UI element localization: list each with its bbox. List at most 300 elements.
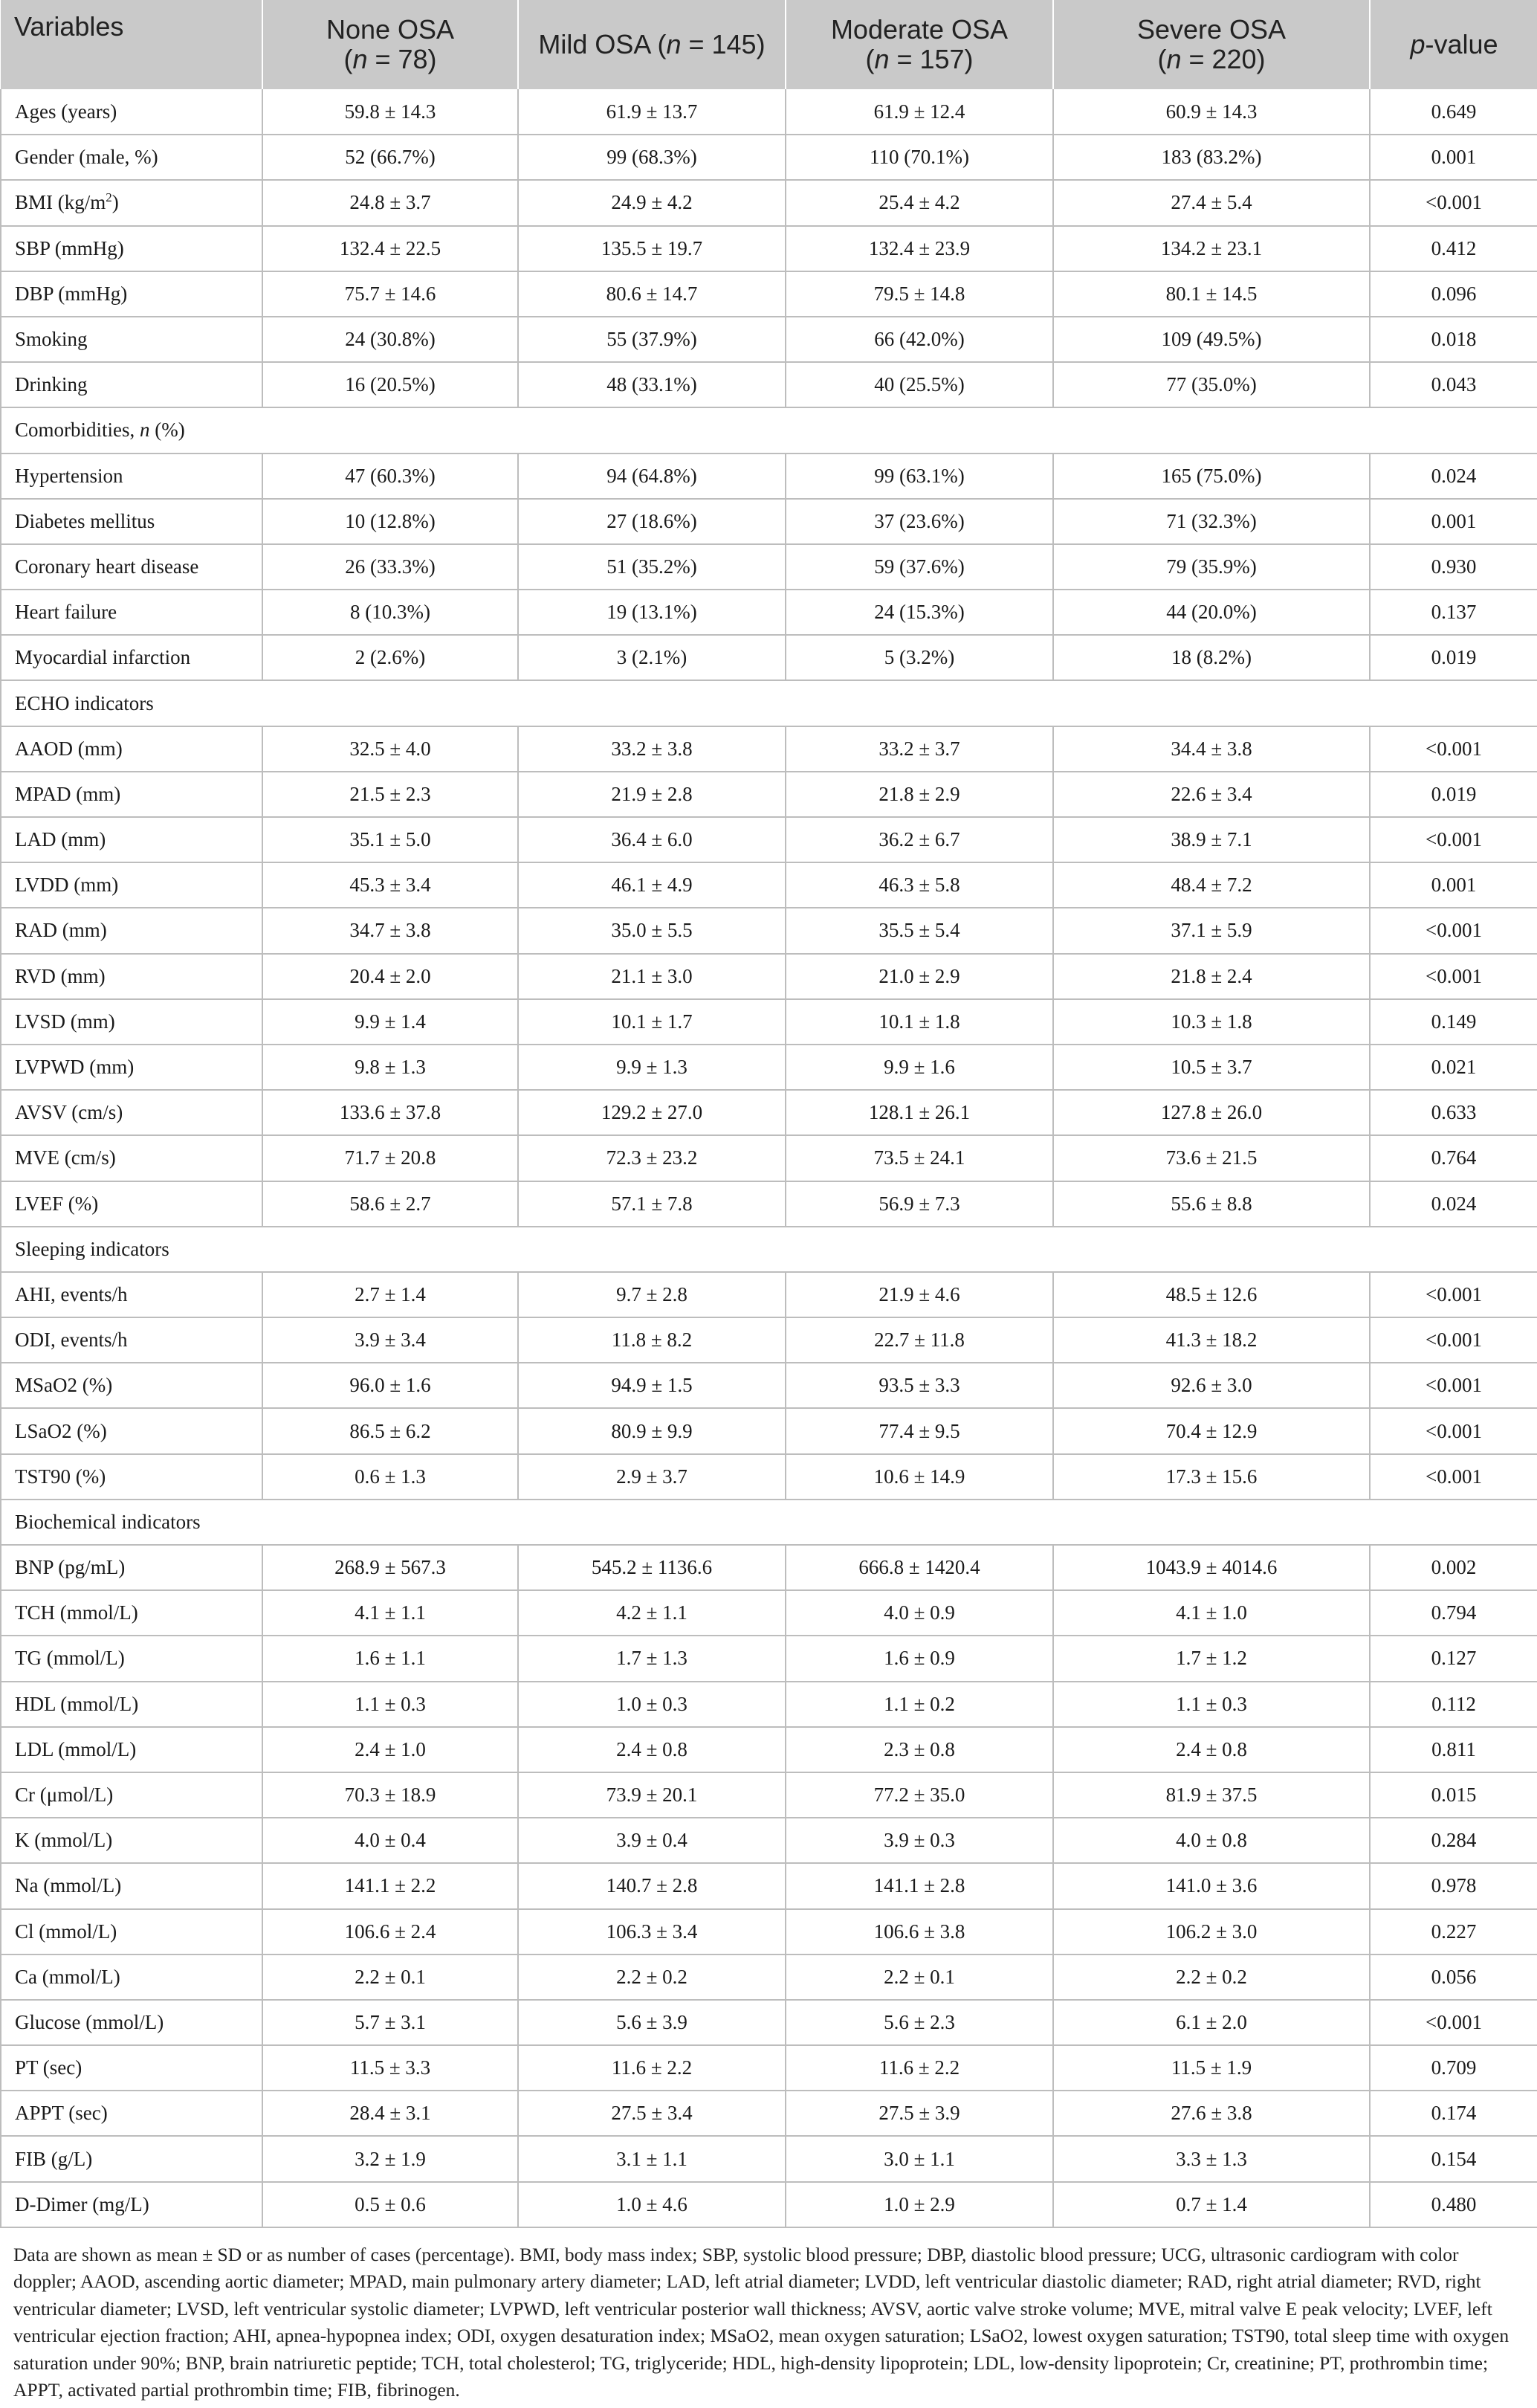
variable-label: Drinking <box>1 362 262 407</box>
variable-label: RVD (mm) <box>1 954 262 999</box>
variable-label: AAOD (mm) <box>1 726 262 772</box>
table-row <box>1 817 1537 862</box>
none-osa-cell: 106.6 ± 2.4 <box>262 1909 518 1955</box>
moderate-osa-cell: 3.9 ± 0.3 <box>786 1818 1053 1863</box>
table-row <box>1 499 1537 544</box>
mild-osa-cell: 21.1 ± 3.0 <box>518 954 786 999</box>
none-osa-cell: 2.4 ± 1.0 <box>262 1727 518 1772</box>
variable-label: Coronary heart disease <box>1 544 262 590</box>
table-footnote: Data are shown as mean ± SD or as number of cases (percentage). BMI, body mass index; SBP, systolic blood pressure; DBP, diastolic blood pressure; UCG, ultrasonic cardiogram with color doppler; AAOD, ascending aortic diameter; MPAD, main pulmonary artery diameter; LAD, left atrial diameter; LVDD, left ventricular diastolic diameter; RAD, right atrial diameter; RVD, right ventricular diameter; LVSD, left ventricular systolic diameter; LVPWD, left ventricular posterior wall thickness; AVSV, aortic valve stroke volume; MVE, mitral valve E peak velocity; LVEF, left ventricular ejection fraction; AHI, apnea-hypopnea index; ODI, oxygen desaturation index; MSaO2, mean oxygen saturation; LSaO2, lowest oxygen saturation; TST90, total sleep time with oxygen saturation under 90%; BNP, brain natriuretic peptide; TCH, total cholesterol; TG, triglyceride; HDL, high-density lipoprotein; LDL, low-density lipoprotein; Cr, creatinine; PT, prothrombin time; APPT, activated partial prothrombin time; FIB, fibrinogen. <box>13 2243 1510 2401</box>
variable-label: Ages (years) <box>1 89 262 135</box>
variable-label: MVE (cm/s) <box>1 1135 262 1181</box>
table-row <box>1 1181 1537 1227</box>
p-value-cell: 0.412 <box>1370 226 1537 271</box>
p-value-cell: <0.001 <box>1370 817 1537 862</box>
moderate-osa-cell: 46.3 ± 5.8 <box>786 862 1053 908</box>
none-osa-cell: 3.2 ± 1.9 <box>262 2136 518 2181</box>
p-value-cell: 0.284 <box>1370 1818 1537 1863</box>
moderate-osa-cell: 56.9 ± 7.3 <box>786 1181 1053 1227</box>
p-value-cell: 0.764 <box>1370 1135 1537 1181</box>
table-row <box>1 2182 1537 2227</box>
section-label: Comorbidities, n (%) <box>1 407 1537 453</box>
p-value-cell: 0.649 <box>1370 89 1537 135</box>
p-value-cell: <0.001 <box>1370 180 1537 225</box>
variable-label: K (mmol/L) <box>1 1818 262 1863</box>
none-osa-cell: 34.7 ± 3.8 <box>262 908 518 953</box>
table-row <box>1 1317 1537 1363</box>
none-osa-cell: 32.5 ± 4.0 <box>262 726 518 772</box>
mild-osa-cell: 2.9 ± 3.7 <box>518 1454 786 1500</box>
p-value-cell: 0.018 <box>1370 317 1537 362</box>
variable-label: FIB (g/L) <box>1 2136 262 2181</box>
mild-osa-cell: 3 (2.1%) <box>518 635 786 680</box>
table-row <box>1 271 1537 317</box>
table-row <box>1 1045 1537 1090</box>
section-label: ECHO indicators <box>1 680 1537 726</box>
moderate-osa-cell: 22.7 ± 11.8 <box>786 1317 1053 1363</box>
mild-osa-cell: 129.2 ± 27.0 <box>518 1090 786 1135</box>
mild-osa-cell: 3.1 ± 1.1 <box>518 2136 786 2181</box>
severe-osa-cell: 22.6 ± 3.4 <box>1053 772 1370 817</box>
mild-osa-cell: 24.9 ± 4.2 <box>518 180 786 225</box>
moderate-osa-cell: 21.8 ± 2.9 <box>786 772 1053 817</box>
severe-osa-cell: 2.4 ± 0.8 <box>1053 1727 1370 1772</box>
p-value-cell: 0.811 <box>1370 1727 1537 1772</box>
moderate-osa-cell: 2.3 ± 0.8 <box>786 1727 1053 1772</box>
none-osa-cell: 3.9 ± 3.4 <box>262 1317 518 1363</box>
p-value-cell: 0.930 <box>1370 544 1537 590</box>
moderate-osa-cell: 77.4 ± 9.5 <box>786 1408 1053 1453</box>
mild-osa-cell: 1.0 ± 4.6 <box>518 2182 786 2227</box>
table-body <box>1 89 1537 2227</box>
p-value-cell: <0.001 <box>1370 1454 1537 1500</box>
table-row <box>1 1955 1537 2000</box>
mild-osa-cell: 46.1 ± 4.9 <box>518 862 786 908</box>
severe-osa-cell: 2.2 ± 0.2 <box>1053 1955 1370 2000</box>
moderate-osa-cell: 1.0 ± 2.9 <box>786 2182 1053 2227</box>
moderate-osa-cell: 2.2 ± 0.1 <box>786 1955 1053 2000</box>
none-osa-cell: 71.7 ± 20.8 <box>262 1135 518 1181</box>
severe-osa-cell: 48.4 ± 7.2 <box>1053 862 1370 908</box>
table-row <box>1 1727 1537 1772</box>
mild-osa-cell: 3.9 ± 0.4 <box>518 1818 786 1863</box>
header-p-value: p-value <box>1410 29 1498 59</box>
table-row <box>1 1545 1537 1590</box>
mild-osa-cell: 140.7 ± 2.8 <box>518 1863 786 1908</box>
p-value-cell: 0.019 <box>1370 772 1537 817</box>
table-row <box>1 2136 1537 2181</box>
severe-osa-cell: 6.1 ± 2.0 <box>1053 2000 1370 2045</box>
p-value-cell: 0.794 <box>1370 1590 1537 1636</box>
p-value-cell: <0.001 <box>1370 908 1537 953</box>
table-row <box>1 635 1537 680</box>
table-row <box>1 862 1537 908</box>
table-row <box>1 2000 1537 2045</box>
moderate-osa-cell: 27.5 ± 3.9 <box>786 2091 1053 2136</box>
none-osa-cell: 58.6 ± 2.7 <box>262 1181 518 1227</box>
mild-osa-cell: 36.4 ± 6.0 <box>518 817 786 862</box>
moderate-osa-cell: 141.1 ± 2.8 <box>786 1863 1053 1908</box>
moderate-osa-cell: 132.4 ± 23.9 <box>786 226 1053 271</box>
mild-osa-cell: 73.9 ± 20.1 <box>518 1772 786 1818</box>
moderate-osa-cell: 10.1 ± 1.8 <box>786 999 1053 1045</box>
section-row <box>1 407 1537 453</box>
p-value-cell: 0.001 <box>1370 862 1537 908</box>
moderate-osa-cell: 77.2 ± 35.0 <box>786 1772 1053 1818</box>
header-severe-osa: Severe OSA (n = 220) <box>1053 0 1370 89</box>
moderate-osa-cell: 24 (15.3%) <box>786 590 1053 635</box>
variable-label: TST90 (%) <box>1 1454 262 1500</box>
variable-label: BNP (pg/mL) <box>1 1545 262 1590</box>
table-row <box>1 1863 1537 1908</box>
mild-osa-cell: 1.0 ± 0.3 <box>518 1682 786 1727</box>
severe-osa-cell: 38.9 ± 7.1 <box>1053 817 1370 862</box>
table-row <box>1 317 1537 362</box>
severe-osa-cell: 80.1 ± 14.5 <box>1053 271 1370 317</box>
header-variables: Variables <box>1 0 262 89</box>
p-value-cell: 0.112 <box>1370 1682 1537 1727</box>
variable-label: Heart failure <box>1 590 262 635</box>
variable-label: SBP (mmHg) <box>1 226 262 271</box>
severe-osa-cell: 1043.9 ± 4014.6 <box>1053 1545 1370 1590</box>
severe-osa-cell: 106.2 ± 3.0 <box>1053 1909 1370 1955</box>
table-row <box>1 1454 1537 1500</box>
table-row <box>1 1909 1537 1955</box>
moderate-osa-cell: 106.6 ± 3.8 <box>786 1909 1053 1955</box>
mild-osa-cell: 9.9 ± 1.3 <box>518 1045 786 1090</box>
p-value-cell: 0.043 <box>1370 362 1537 407</box>
p-value-cell: 0.227 <box>1370 1909 1537 1955</box>
p-value-cell: 0.480 <box>1370 2182 1537 2227</box>
moderate-osa-cell: 666.8 ± 1420.4 <box>786 1545 1053 1590</box>
moderate-osa-cell: 79.5 ± 14.8 <box>786 271 1053 317</box>
moderate-osa-cell: 93.5 ± 3.3 <box>786 1363 1053 1408</box>
severe-osa-cell: 27.6 ± 3.8 <box>1053 2091 1370 2136</box>
none-osa-cell: 141.1 ± 2.2 <box>262 1863 518 1908</box>
table-row <box>1 2045 1537 2091</box>
none-osa-cell: 35.1 ± 5.0 <box>262 817 518 862</box>
moderate-osa-cell: 128.1 ± 26.1 <box>786 1090 1053 1135</box>
severe-osa-cell: 79 (35.9%) <box>1053 544 1370 590</box>
severe-osa-cell: 11.5 ± 1.9 <box>1053 2045 1370 2091</box>
mild-osa-cell: 55 (37.9%) <box>518 317 786 362</box>
severe-osa-cell: 41.3 ± 18.2 <box>1053 1317 1370 1363</box>
variable-label: APPT (sec) <box>1 2091 262 2136</box>
p-value-cell: 0.127 <box>1370 1636 1537 1681</box>
moderate-osa-cell: 73.5 ± 24.1 <box>786 1135 1053 1181</box>
mild-osa-cell: 35.0 ± 5.5 <box>518 908 786 953</box>
table-row <box>1 1135 1537 1181</box>
severe-osa-cell: 127.8 ± 26.0 <box>1053 1090 1370 1135</box>
mild-osa-cell: 135.5 ± 19.7 <box>518 226 786 271</box>
severe-osa-cell: 1.1 ± 0.3 <box>1053 1682 1370 1727</box>
p-value-cell: 0.709 <box>1370 2045 1537 2091</box>
mild-osa-cell: 2.2 ± 0.2 <box>518 1955 786 2000</box>
variable-label: LAD (mm) <box>1 817 262 862</box>
table-row <box>1 772 1537 817</box>
mild-osa-cell: 27 (18.6%) <box>518 499 786 544</box>
p-value-cell: 0.137 <box>1370 590 1537 635</box>
variable-label: PT (sec) <box>1 2045 262 2091</box>
severe-osa-cell: 1.7 ± 1.2 <box>1053 1636 1370 1681</box>
none-osa-cell: 47 (60.3%) <box>262 453 518 499</box>
p-value-cell: 0.978 <box>1370 1863 1537 1908</box>
moderate-osa-cell: 21.0 ± 2.9 <box>786 954 1053 999</box>
mild-osa-cell: 72.3 ± 23.2 <box>518 1135 786 1181</box>
mild-osa-cell: 21.9 ± 2.8 <box>518 772 786 817</box>
table-header <box>1 0 1537 89</box>
mild-osa-cell: 19 (13.1%) <box>518 590 786 635</box>
moderate-osa-cell: 99 (63.1%) <box>786 453 1053 499</box>
none-osa-cell: 52 (66.7%) <box>262 135 518 180</box>
section-label: Sleeping indicators <box>1 1227 1537 1272</box>
moderate-osa-cell: 33.2 ± 3.7 <box>786 726 1053 772</box>
variable-label: BMI $(kg/m^2)$ <box>1 180 262 225</box>
mild-osa-cell: 80.9 ± 9.9 <box>518 1408 786 1453</box>
variable-label: TCH (mmol/L) <box>1 1590 262 1636</box>
moderate-osa-cell: 66 (42.0%) <box>786 317 1053 362</box>
severe-osa-cell: 18 (8.2%) <box>1053 635 1370 680</box>
moderate-osa-cell: 11.6 ± 2.2 <box>786 2045 1053 2091</box>
none-osa-cell: 10 (12.8%) <box>262 499 518 544</box>
p-value-cell: 0.149 <box>1370 999 1537 1045</box>
none-osa-cell: 9.8 ± 1.3 <box>262 1045 518 1090</box>
mild-osa-cell: 94 (64.8%) <box>518 453 786 499</box>
p-value-cell: 0.056 <box>1370 1955 1537 2000</box>
mild-osa-cell: 10.1 ± 1.7 <box>518 999 786 1045</box>
severe-osa-cell: 17.3 ± 15.6 <box>1053 1454 1370 1500</box>
header-none-osa: None OSA (n = 78) <box>262 0 518 89</box>
section-row <box>1 1500 1537 1545</box>
variable-label: AVSV (cm/s) <box>1 1090 262 1135</box>
moderate-osa-cell: 37 (23.6%) <box>786 499 1053 544</box>
mild-osa-cell: 545.2 ± 1136.6 <box>518 1545 786 1590</box>
table-row <box>1 1590 1537 1636</box>
moderate-osa-cell: 110 (70.1%) <box>786 135 1053 180</box>
table-row <box>1 135 1537 180</box>
severe-osa-cell: 183 (83.2%) <box>1053 135 1370 180</box>
severe-osa-cell: 4.0 ± 0.8 <box>1053 1818 1370 1863</box>
variable-label: Hypertension <box>1 453 262 499</box>
severe-osa-cell: 37.1 ± 5.9 <box>1053 908 1370 953</box>
p-value-cell: <0.001 <box>1370 726 1537 772</box>
mild-osa-cell: 9.7 ± 2.8 <box>518 1272 786 1317</box>
none-osa-cell: 1.1 ± 0.3 <box>262 1682 518 1727</box>
table-row <box>1 999 1537 1045</box>
table-row <box>1 1363 1537 1408</box>
severe-osa-cell: 109 (49.5%) <box>1053 317 1370 362</box>
table-row <box>1 1818 1537 1863</box>
moderate-osa-cell: 21.9 ± 4.6 <box>786 1272 1053 1317</box>
mild-osa-cell: 33.2 ± 3.8 <box>518 726 786 772</box>
moderate-osa-cell: 1.1 ± 0.2 <box>786 1682 1053 1727</box>
none-osa-cell: 2.2 ± 0.1 <box>262 1955 518 2000</box>
none-osa-cell: 0.6 ± 1.3 <box>262 1454 518 1500</box>
table-row <box>1 2091 1537 2136</box>
variable-label: ODI, events/h <box>1 1317 262 1363</box>
mild-osa-cell: 106.3 ± 3.4 <box>518 1909 786 1955</box>
none-osa-cell: 59.8 ± 14.3 <box>262 89 518 135</box>
none-osa-cell: 96.0 ± 1.6 <box>262 1363 518 1408</box>
variable-label: LVSD (mm) <box>1 999 262 1045</box>
p-value-cell: 0.002 <box>1370 1545 1537 1590</box>
variable-label: Cl (mmol/L) <box>1 1909 262 1955</box>
none-osa-cell: 21.5 ± 2.3 <box>262 772 518 817</box>
variable-label: Glucose (mmol/L) <box>1 2000 262 2045</box>
moderate-osa-cell: 36.2 ± 6.7 <box>786 817 1053 862</box>
moderate-osa-cell: 9.9 ± 1.6 <box>786 1045 1053 1090</box>
severe-osa-cell: 81.9 ± 37.5 <box>1053 1772 1370 1818</box>
moderate-osa-cell: 4.0 ± 0.9 <box>786 1590 1053 1636</box>
p-value-cell: 0.096 <box>1370 271 1537 317</box>
moderate-osa-cell: 5 (3.2%) <box>786 635 1053 680</box>
p-value-cell: 0.001 <box>1370 499 1537 544</box>
mild-osa-cell: 11.8 ± 8.2 <box>518 1317 786 1363</box>
table-row <box>1 1408 1537 1453</box>
severe-osa-cell: 10.5 ± 3.7 <box>1053 1045 1370 1090</box>
none-osa-cell: 1.6 ± 1.1 <box>262 1636 518 1681</box>
variable-label: Diabetes mellitus <box>1 499 262 544</box>
variable-label: Ca (mmol/L) <box>1 1955 262 2000</box>
p-value-cell: <0.001 <box>1370 954 1537 999</box>
header-mild-osa: Mild OSA (n = 145) <box>518 0 786 89</box>
variable-label: Na (mmol/L) <box>1 1863 262 1908</box>
p-value-cell: <0.001 <box>1370 1408 1537 1453</box>
p-value-cell: 0.154 <box>1370 2136 1537 2181</box>
none-osa-cell: 268.9 ± 567.3 <box>262 1545 518 1590</box>
variable-label: AHI, events/h <box>1 1272 262 1317</box>
p-value-cell: 0.174 <box>1370 2091 1537 2136</box>
none-osa-cell: 11.5 ± 3.3 <box>262 2045 518 2091</box>
none-osa-cell: 16 (20.5%) <box>262 362 518 407</box>
none-osa-cell: 132.4 ± 22.5 <box>262 226 518 271</box>
variable-label: HDL (mmol/L) <box>1 1682 262 1727</box>
moderate-osa-cell: 40 (25.5%) <box>786 362 1053 407</box>
p-value-cell: <0.001 <box>1370 1363 1537 1408</box>
table-row <box>1 954 1537 999</box>
p-value-cell: <0.001 <box>1370 1272 1537 1317</box>
table-row <box>1 726 1537 772</box>
none-osa-cell: 9.9 ± 1.4 <box>262 999 518 1045</box>
variable-label: Gender (male, %) <box>1 135 262 180</box>
mild-osa-cell: 11.6 ± 2.2 <box>518 2045 786 2091</box>
header-row <box>1 0 1537 89</box>
table-row <box>1 226 1537 271</box>
severe-osa-cell: 71 (32.3%) <box>1053 499 1370 544</box>
none-osa-cell: 75.7 ± 14.6 <box>262 271 518 317</box>
severe-osa-cell: 70.4 ± 12.9 <box>1053 1408 1370 1453</box>
moderate-osa-cell: 5.6 ± 2.3 <box>786 2000 1053 2045</box>
mild-osa-cell: 5.6 ± 3.9 <box>518 2000 786 2045</box>
table-row <box>1 89 1537 135</box>
variable-label: LVDD (mm) <box>1 862 262 908</box>
none-osa-cell: 4.1 ± 1.1 <box>262 1590 518 1636</box>
variable-label: Myocardial infarction <box>1 635 262 680</box>
none-osa-cell: 133.6 ± 37.8 <box>262 1090 518 1135</box>
variable-label: LVEF (%) <box>1 1181 262 1227</box>
mild-osa-cell: 2.4 ± 0.8 <box>518 1727 786 1772</box>
p-value-cell: <0.001 <box>1370 2000 1537 2045</box>
p-value-cell: 0.633 <box>1370 1090 1537 1135</box>
table-row <box>1 590 1537 635</box>
header-moderate-osa: Moderate OSA (n = 157) <box>786 0 1053 89</box>
none-osa-cell: 5.7 ± 3.1 <box>262 2000 518 2045</box>
table-row <box>1 544 1537 590</box>
mild-osa-cell: 94.9 ± 1.5 <box>518 1363 786 1408</box>
moderate-osa-cell: 3.0 ± 1.1 <box>786 2136 1053 2181</box>
moderate-osa-cell: 1.6 ± 0.9 <box>786 1636 1053 1681</box>
p-value-cell: 0.021 <box>1370 1045 1537 1090</box>
severe-osa-cell: 4.1 ± 1.0 <box>1053 1590 1370 1636</box>
table-row <box>1 908 1537 953</box>
moderate-osa-cell: 25.4 ± 4.2 <box>786 180 1053 225</box>
p-value-cell: <0.001 <box>1370 1317 1537 1363</box>
severe-osa-cell: 77 (35.0%) <box>1053 362 1370 407</box>
none-osa-cell: 24 (30.8%) <box>262 317 518 362</box>
mild-osa-cell: 61.9 ± 13.7 <box>518 89 786 135</box>
p-value-cell: 0.019 <box>1370 635 1537 680</box>
severe-osa-cell: 27.4 ± 5.4 <box>1053 180 1370 225</box>
severe-osa-cell: 34.4 ± 3.8 <box>1053 726 1370 772</box>
none-osa-cell: 0.5 ± 0.6 <box>262 2182 518 2227</box>
section-row <box>1 1227 1537 1272</box>
variable-label: DBP (mmHg) <box>1 271 262 317</box>
mild-osa-cell: 27.5 ± 3.4 <box>518 2091 786 2136</box>
variable-label: Smoking <box>1 317 262 362</box>
severe-osa-cell: 21.8 ± 2.4 <box>1053 954 1370 999</box>
variable-label: MSaO2 (%) <box>1 1363 262 1408</box>
none-osa-cell: 4.0 ± 0.4 <box>262 1818 518 1863</box>
p-value-cell: 0.024 <box>1370 1181 1537 1227</box>
table-row <box>1 1772 1537 1818</box>
table-row <box>1 1682 1537 1727</box>
mild-osa-cell: 4.2 ± 1.1 <box>518 1590 786 1636</box>
section-label: Biochemical indicators <box>1 1500 1537 1545</box>
table-row <box>1 1090 1537 1135</box>
variable-label: Cr (μmol/L) <box>1 1772 262 1818</box>
none-osa-cell: 26 (33.3%) <box>262 544 518 590</box>
severe-osa-cell: 141.0 ± 3.6 <box>1053 1863 1370 1908</box>
none-osa-cell: 86.5 ± 6.2 <box>262 1408 518 1453</box>
none-osa-cell: 20.4 ± 2.0 <box>262 954 518 999</box>
severe-osa-cell: 165 (75.0%) <box>1053 453 1370 499</box>
table-row <box>1 1272 1537 1317</box>
none-osa-cell: 8 (10.3%) <box>262 590 518 635</box>
severe-osa-cell: 10.3 ± 1.8 <box>1053 999 1370 1045</box>
none-osa-cell: 45.3 ± 3.4 <box>262 862 518 908</box>
variable-label: LDL (mmol/L) <box>1 1727 262 1772</box>
none-osa-cell: 28.4 ± 3.1 <box>262 2091 518 2136</box>
p-value-cell: 0.024 <box>1370 453 1537 499</box>
mild-osa-cell: 80.6 ± 14.7 <box>518 271 786 317</box>
variable-label: D-Dimer (mg/L) <box>1 2182 262 2227</box>
none-osa-cell: 70.3 ± 18.9 <box>262 1772 518 1818</box>
table-row <box>1 1636 1537 1681</box>
severe-osa-cell: 3.3 ± 1.3 <box>1053 2136 1370 2181</box>
mild-osa-cell: 99 (68.3%) <box>518 135 786 180</box>
moderate-osa-cell: 10.6 ± 14.9 <box>786 1454 1053 1500</box>
severe-osa-cell: 0.7 ± 1.4 <box>1053 2182 1370 2227</box>
moderate-osa-cell: 35.5 ± 5.4 <box>786 908 1053 953</box>
mild-osa-cell: 1.7 ± 1.3 <box>518 1636 786 1681</box>
p-value-cell: 0.015 <box>1370 1772 1537 1818</box>
none-osa-cell: 24.8 ± 3.7 <box>262 180 518 225</box>
severe-osa-cell: 44 (20.0%) <box>1053 590 1370 635</box>
severe-osa-cell: 134.2 ± 23.1 <box>1053 226 1370 271</box>
table-row <box>1 180 1537 225</box>
none-osa-cell: 2.7 ± 1.4 <box>262 1272 518 1317</box>
p-value-cell: 0.001 <box>1370 135 1537 180</box>
